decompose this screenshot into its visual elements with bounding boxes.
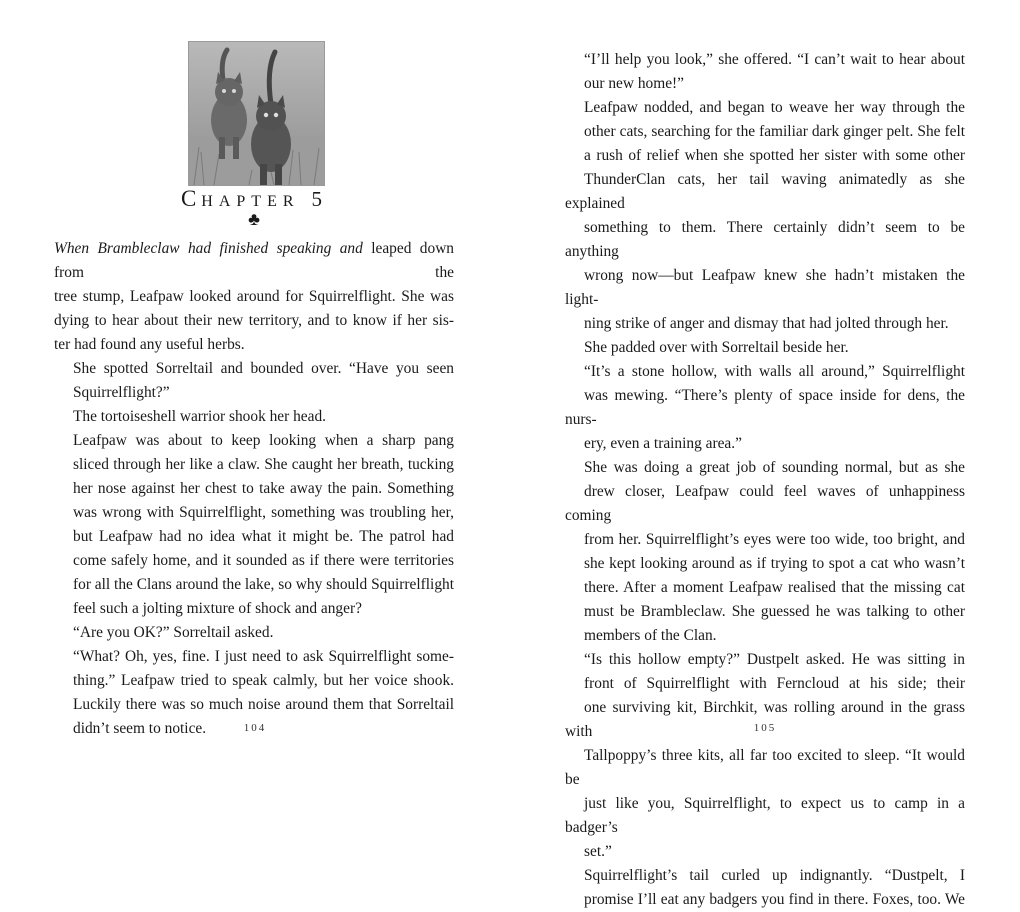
text-line: there. After a moment Leafpaw realised that the missing cat (584, 579, 965, 596)
text-line: dying to hear about their new territory, and to know if her sis- (54, 312, 454, 329)
text-line: promise I’ll eat any badgers you find in there. Foxes, too. We (584, 891, 965, 908)
text-line: but Leafpaw had no idea what it might be. The patrol had (73, 528, 454, 545)
paragraph (565, 456, 965, 648)
text-line: for all the Clans around the lake, so why should Squirrelflight (73, 576, 454, 593)
text-line: members of the Clan. (584, 627, 717, 644)
left-page (0, 0, 510, 783)
paragraph (565, 864, 965, 912)
text-line: “I’ll help you look,” she offered. “I can’t wait to hear about (584, 51, 965, 68)
right-page-body (565, 48, 965, 912)
text-line: was wrong with Squirrelflight, something was troubling her, (73, 504, 454, 521)
page-number: 105 (753, 722, 777, 734)
text-line: “It’s a stone hollow, with walls all around,” Squirrelflight (584, 363, 965, 380)
right-page (510, 0, 1020, 908)
two-cats-walking-icon (189, 42, 324, 185)
text-line: other cats, searching for the familiar dark ginger pelt. She felt (584, 123, 965, 140)
text-line: one surviving kit, Birchkit, was rolling around in the grass with (565, 699, 965, 740)
paragraph (565, 648, 965, 864)
text-line: she kept looking around as if trying to spot a cat who wasn’t (584, 555, 965, 572)
text-line: She spotted Sorreltail and bounded over. “Have you seen (73, 360, 454, 377)
text-line: Squirrelflight?” (73, 384, 170, 401)
chapter-heading-initial: C (180, 186, 202, 211)
text-line: didn’t seem to notice. (73, 720, 207, 737)
italic-lead-in: When Brambleclaw had finished speaking and (54, 240, 363, 257)
text-line: ThunderClan cats, her tail waving animatedly as she explained (565, 171, 965, 212)
text-line: just like you, Squirrelflight, to expect us to camp in a badger’s (565, 795, 965, 836)
text-line: something to them. There certainly didn’t seem to be anything (565, 219, 965, 260)
text-line: Leafpaw was about to keep looking when a sharp pang (73, 432, 454, 449)
text-line: tree stump, Leafpaw looked around for Squirrelflight. She was (54, 288, 454, 305)
text-line: her nose against her chest to take away the pain. Something (73, 480, 454, 497)
text-line: must be Brambleclaw. She guessed he was talking to other (584, 603, 965, 620)
text-line: ning strike of anger and dismay that had jolted through her. (584, 315, 949, 332)
text-line: wrong now—but Leafpaw knew she hadn’t mistaken the light- (565, 267, 965, 308)
text-line: drew closer, Leafpaw could feel waves of unhappiness coming (565, 483, 965, 524)
lead-line-rest: leaped down from the (54, 240, 455, 281)
text-line: ery, even a training area.” (584, 435, 742, 452)
text-line: our new home!” (584, 75, 685, 92)
paragraph (54, 237, 454, 357)
text-line: Squirrelflight’s tail curled up indignantly. “Dustpelt, I (584, 867, 965, 884)
text-line: sliced through her like a claw. She caught her breath, tucking (73, 456, 454, 473)
chapter-number: 5 (311, 187, 328, 211)
text-line: front of Squirrelflight with Ferncloud at his side; their (584, 675, 965, 692)
text-line: set.” (584, 843, 612, 860)
club-ornament-icon: ♣ (248, 209, 260, 229)
text-line (54, 237, 454, 285)
text-line: Tallpoppy’s three kits, all far too excited to sleep. “It would be (565, 747, 965, 788)
text-line: a rush of relief when she spotted her sister with some other (584, 147, 965, 164)
paragraph (565, 48, 965, 96)
paragraph (54, 429, 454, 621)
text-line: from her. Squirrelflight’s eyes were too wide, too bright, and (584, 531, 965, 548)
paragraph (565, 336, 965, 360)
paragraph (54, 357, 454, 405)
text-line: come safely home, and it sounded as if there were territories (73, 552, 454, 569)
left-page-body (54, 237, 454, 741)
paragraph (54, 405, 454, 429)
text-line: “Are you OK?” Sorreltail asked. (73, 624, 274, 641)
text-line: She was doing a great job of sounding normal, but as she (584, 459, 965, 476)
page-number: 104 (243, 722, 267, 734)
paragraph (54, 621, 454, 645)
text-line: Leafpaw nodded, and began to weave her way through the (584, 99, 965, 116)
text-line: thing.” Leafpaw tried to speak calmly, but her voice shook. (73, 672, 454, 689)
text-line: She padded over with Sorreltail beside her. (584, 339, 849, 356)
text-line: “What? Oh, yes, fine. I just need to ask Squirrelflight some- (73, 648, 454, 665)
chapter-illustration (188, 41, 325, 186)
text-line: ter had found any useful herbs. (54, 336, 245, 353)
paragraph (565, 360, 965, 456)
text-line: Luckily there was so much noise around them that Sorreltail (73, 696, 454, 713)
text-line: The tortoiseshell warrior shook her head. (73, 408, 327, 425)
text-line: was mewing. “There’s plenty of space inside for dens, the nurs- (565, 387, 965, 428)
chapter-heading-word: HAPTER (201, 193, 300, 210)
text-line: feel such a jolting mixture of shock and anger? (73, 600, 362, 617)
paragraph (565, 96, 965, 336)
text-line: “Is this hollow empty?” Dustpelt asked. He was sitting in (584, 651, 965, 668)
